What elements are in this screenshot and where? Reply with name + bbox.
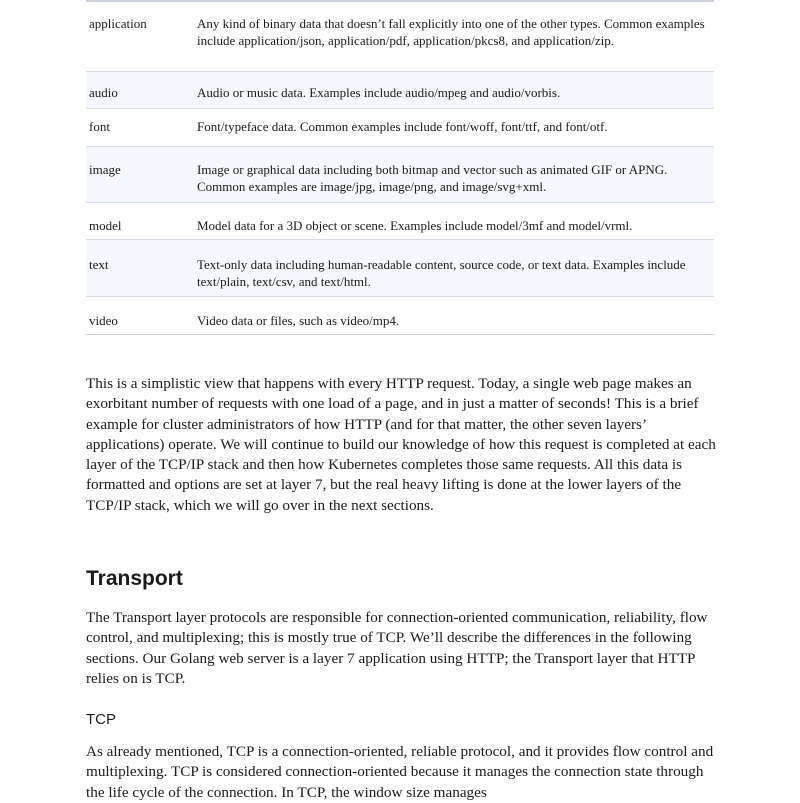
mime-type-cell: application	[89, 16, 147, 31]
body-paragraph-transport: The Transport layer protocols are responsible for connection-oriented communication, reliability, flow control, and multiplexing; this is mostly true of TCP. We’ll describe the differences in the following sections. Our Golang web server is a layer 7 application using HTTP; the Transport layer that HTTP relies on is TCP.	[86, 609, 708, 687]
mime-type-cell: video	[89, 313, 118, 328]
mime-type-cell: font	[89, 119, 110, 134]
table-row	[86, 240, 714, 297]
table-row	[86, 0, 714, 72]
mime-type-cell: text	[89, 257, 109, 272]
body-paragraph-http-summary: This is a simplistic view that happens with every HTTP request. Today, a single web page makes an exorbitant number of requests with one load of a page, and in just a matter of seconds! This is a brief example for cluster administrators of how HTTP (and for that matter, the other seven layers’ applications) operate. We will continue to build our knowledge of how this request is completed at each layer of the TCP/IP stack and then how Kubernetes completes those same requests. All this data is formatted and options are set at layer 7, but the real heavy lifting is done at the lower layers of the TCP/IP stack, which we will go over in the next sections.	[86, 375, 716, 514]
mime-type-cell: image	[89, 162, 121, 177]
mime-description-cell: Audio or music data. Examples include audio/mpeg and audio/vorbis.	[197, 85, 561, 100]
mime-description-cell: Any kind of binary data that doesn’t fall explicitly into one of the other types. Common examples include application/json, application/pdf, application/pkcs8, and application/zip.	[197, 16, 705, 48]
mime-description-cell: Font/typeface data. Common examples include font/woff, font/ttf, and font/otf.	[197, 119, 608, 134]
body-paragraph-tcp: As already mentioned, TCP is a connection-oriented, reliable protocol, and it provides flow control and multiplexing. TCP is considered connection-oriented because it manages the connection state through the life cycle of the connection. In TCP, the window size manages	[86, 743, 714, 801]
mime-description-cell: Model data for a 3D object or scene. Examples include model/3mf and model/vrml.	[197, 218, 633, 233]
table-row	[86, 297, 714, 335]
mime-type-cell: audio	[89, 85, 118, 100]
mime-description-cell: Image or graphical data including both bitmap and vector such as animated GIF or APNG. Common examples are image/jpg, image/png, and image/svg+xml.	[197, 162, 668, 194]
table-row	[86, 147, 714, 203]
mime-description-cell: Video data or files, such as video/mp4.	[197, 313, 400, 328]
mime-description-cell: Text-only data including human-readable content, source code, or text data. Examples include text/plain, text/csv, and text/html.	[197, 257, 686, 289]
table-row	[86, 203, 714, 240]
table-row	[86, 72, 714, 109]
section-heading-transport: Transport	[86, 567, 183, 590]
table-row	[86, 109, 714, 147]
mime-type-table	[86, 0, 714, 335]
mime-type-cell: model	[89, 218, 122, 233]
mime-type-table-container	[86, 0, 714, 335]
subsection-heading-tcp: TCP	[86, 711, 116, 728]
